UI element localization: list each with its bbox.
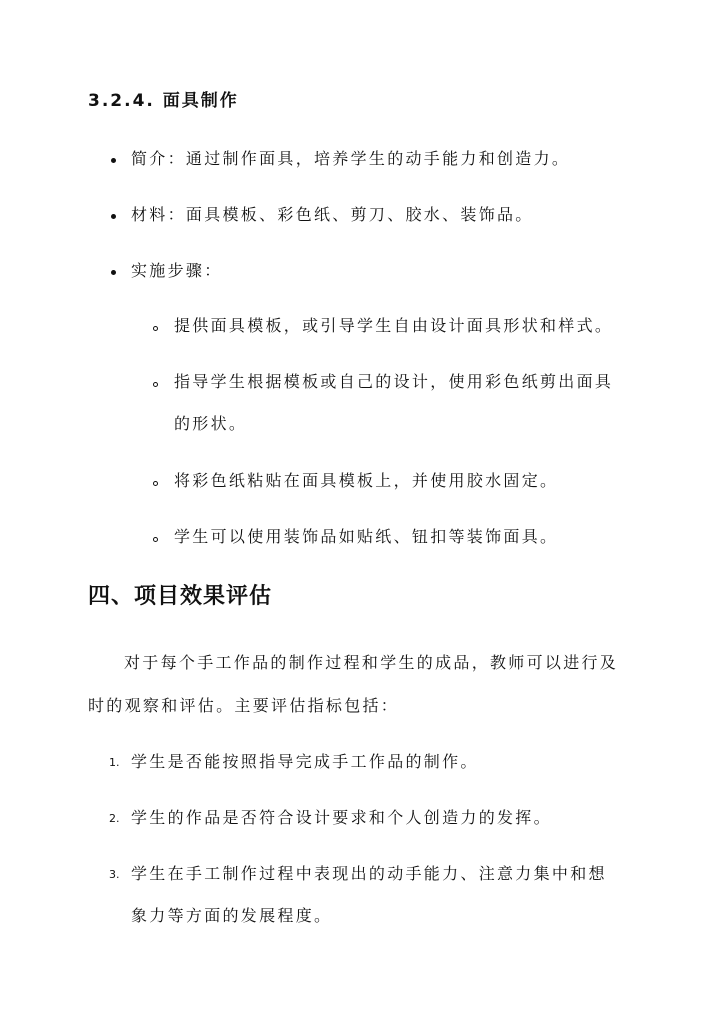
step-circle bbox=[153, 382, 158, 387]
bullet-dot bbox=[111, 214, 116, 219]
subsection-title: 3.2.4. 面具制作 bbox=[88, 91, 239, 111]
criterion-2: 学生的作品是否符合设计要求和个人创造力的发挥。 bbox=[131, 808, 552, 827]
criterion-number: 2. bbox=[109, 812, 120, 825]
intro-line-2: 时的观察和评估。主要评估指标包括： bbox=[88, 696, 400, 715]
bullet-dot bbox=[111, 158, 116, 163]
criterion-1: 学生是否能按照指导完成手工作品的制作。 bbox=[131, 752, 479, 771]
step-circle bbox=[153, 326, 158, 331]
bullet-dot bbox=[111, 270, 116, 275]
criterion-3-line-2: 象力等方面的发展程度。 bbox=[131, 906, 333, 925]
bullet-intro: 简介：通过制作面具，培养学生的动手能力和创造力。 bbox=[131, 149, 571, 168]
criterion-3-line-1: 学生在手工制作过程中表现出的动手能力、注意力集中和想 bbox=[131, 864, 607, 883]
criterion-number: 1. bbox=[109, 756, 120, 769]
step-3: 将彩色纸粘贴在面具模板上，并使用胶水固定。 bbox=[174, 471, 559, 490]
intro-line-1: 对于每个手工作品的制作过程和学生的成品，教师可以进行及 bbox=[124, 653, 619, 672]
step-2-line-1: 指导学生根据模板或自己的设计，使用彩色纸剪出面具 bbox=[174, 372, 614, 391]
bullet-steps: 实施步骤： bbox=[131, 261, 223, 280]
step-2-line-2: 的形状。 bbox=[174, 414, 248, 433]
step-circle bbox=[153, 481, 158, 486]
step-circle bbox=[153, 537, 158, 542]
section-title: 四、项目效果评估 bbox=[88, 584, 273, 609]
step-4: 学生可以使用装饰品如贴纸、钮扣等装饰面具。 bbox=[174, 527, 559, 546]
bullet-materials: 材料：面具模板、彩色纸、剪刀、胶水、装饰品。 bbox=[131, 205, 534, 224]
criterion-number: 3. bbox=[109, 868, 120, 881]
step-1: 提供面具模板，或引导学生自由设计面具形状和样式。 bbox=[174, 316, 614, 335]
